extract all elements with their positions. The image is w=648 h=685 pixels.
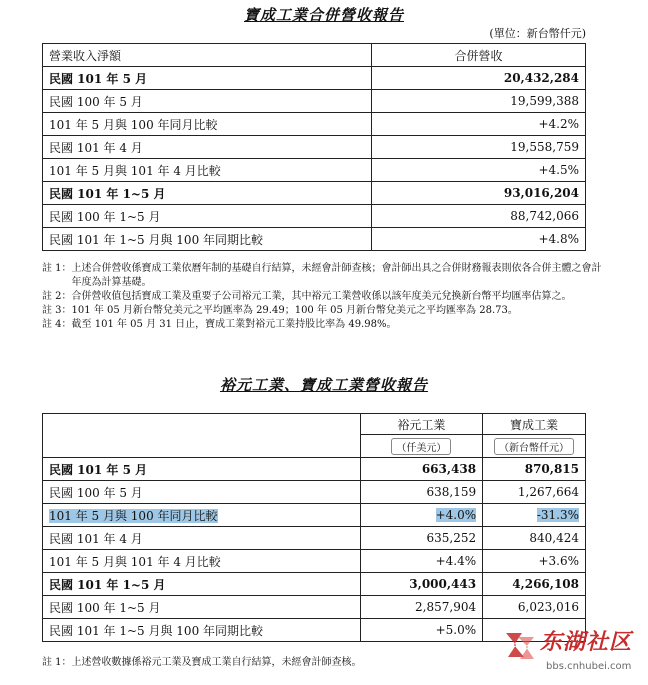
row-label: 民國 100 年 5 月: [43, 90, 372, 113]
col1-unit-label: （仟美元）: [391, 438, 451, 455]
selected-text[interactable]: +4.0%: [435, 508, 477, 522]
row-value-pouchen: 1,267,664: [483, 481, 586, 504]
row-value: +4.2%: [372, 113, 586, 136]
row-value-yueyuen: 663,438: [360, 458, 482, 481]
report1-notes: [42, 262, 602, 332]
row-label: 民國 101 年 5 月: [43, 458, 361, 481]
row-label: 民國 101 年 4 月: [43, 527, 361, 550]
watermark: [502, 625, 642, 681]
table-row-selected: [43, 504, 586, 527]
row-label: 民國 101 年 1~5 月與 100 年同期比較: [43, 228, 372, 251]
note-label: 註 1：: [42, 263, 72, 274]
note-text: 合併營收值包括寶成工業及重要子公司裕元工業，其中裕元工業營收係以該年度美元兌換新台幣平均匯率估算之。: [71, 291, 572, 302]
row-value: +4.8%: [372, 228, 586, 251]
table-row: [43, 90, 586, 113]
table-row: [43, 596, 586, 619]
row-value: 93,016,204: [372, 182, 586, 205]
row-label: [43, 504, 361, 527]
report1-unit: (單位：新台幣仟元): [489, 27, 586, 40]
row-value: 88,742,066: [372, 205, 586, 228]
table-row: [43, 481, 586, 504]
header-label: 營業收入淨額: [43, 44, 372, 67]
selected-text[interactable]: -31.3%: [536, 508, 579, 522]
report2-title: 裕元工業、寶成工業營收報告: [219, 376, 428, 394]
note-label: 註 2：: [42, 291, 72, 302]
table-row: [43, 550, 586, 573]
note: [42, 262, 602, 290]
table-row: [43, 113, 586, 136]
selected-text[interactable]: 101 年 5 月與 100 年同月比較: [49, 508, 218, 523]
row-label: 101 年 5 月與 101 年 4 月比較: [43, 159, 372, 182]
table-row: [43, 159, 586, 182]
watermark-logo-icon: [502, 627, 538, 663]
col2-unit-label: （新台幣仟元）: [494, 438, 574, 455]
row-label: 民國 100 年 1~5 月: [43, 205, 372, 228]
note-label: 註 3：: [42, 305, 72, 316]
table-row: [43, 527, 586, 550]
row-label: 民國 100 年 1~5 月: [43, 596, 361, 619]
note: [42, 304, 602, 318]
row-value-pouchen: 840,424: [483, 527, 586, 550]
row-value: 19,599,388: [372, 90, 586, 113]
row-value: +4.5%: [372, 159, 586, 182]
report1-table: [42, 43, 586, 251]
row-value-pouchen: [483, 504, 586, 527]
row-value-pouchen: 4,266,108: [483, 573, 586, 596]
row-value-yueyuen: 3,000,443: [360, 573, 482, 596]
watermark-url: bbs.cnhubei.com: [546, 661, 632, 672]
row-label: 101 年 5 月與 101 年 4 月比較: [43, 550, 361, 573]
table-row: [43, 136, 586, 159]
note-text: 上述合併營收係寶成工業依曆年制的基礎自行結算，未經會計師查核；會計師出具之合併財務報表則依各合併主體之會計年度為計算基礎。: [71, 263, 602, 288]
note-label: 註 1：: [42, 657, 72, 668]
note-text: 101 年 05 月新台幣兌美元之平均匯率為 29.49；100 年 05 月新台幣兌美元之平均匯率為 28.73。: [71, 305, 518, 316]
header-blank: [43, 414, 361, 458]
row-value-yueyuen: +4.4%: [360, 550, 482, 573]
header-col1: 裕元工業: [360, 414, 482, 435]
row-value-pouchen: 6,023,016: [483, 596, 586, 619]
row-value-yueyuen: +5.0%: [360, 619, 482, 642]
row-label: 民國 101 年 4 月: [43, 136, 372, 159]
table-row: [43, 67, 586, 90]
note: [42, 290, 602, 304]
row-label: 民國 101 年 1~5 月與 100 年同期比較: [43, 619, 361, 642]
col2-unit: [483, 435, 586, 458]
watermark-text: 东湖社区: [540, 630, 633, 655]
table-row: [43, 228, 586, 251]
row-value: 19,558,759: [372, 136, 586, 159]
row-label: 民國 101 年 5 月: [43, 67, 372, 90]
table-row: [43, 205, 586, 228]
row-label: 101 年 5 月與 100 年同月比較: [43, 113, 372, 136]
note-label: 註 4：: [42, 319, 72, 330]
row-label: 民國 101 年 1~5 月: [43, 182, 372, 205]
table-header-row: [43, 414, 586, 435]
row-value-yueyuen: 2,857,904: [360, 596, 482, 619]
row-label: 民國 101 年 1~5 月: [43, 573, 361, 596]
table-row: [43, 182, 586, 205]
note: [42, 318, 602, 332]
header-value: 合併營收: [372, 44, 586, 67]
row-value: 20,432,284: [372, 67, 586, 90]
col1-unit: [360, 435, 482, 458]
report1-title: 寶成工業合併營收報告: [243, 6, 404, 24]
row-value-yueyuen: [360, 504, 482, 527]
note-text: 截至 101 年 05 月 31 日止，寶成工業對裕元工業持股比率為 49.98%。: [71, 319, 397, 330]
report2-table: [42, 413, 586, 642]
table-row: [43, 458, 586, 481]
table-row: [43, 573, 586, 596]
row-value-yueyuen: 635,252: [360, 527, 482, 550]
table-header-row: [43, 44, 586, 67]
note-text: 上述營收數據係裕元工業及寶成工業自行結算，未經會計師查核。: [71, 657, 362, 668]
header-col2: 寶成工業: [483, 414, 586, 435]
row-value-pouchen: +3.6%: [483, 550, 586, 573]
row-label: 民國 100 年 5 月: [43, 481, 361, 504]
row-value-pouchen: 870,815: [483, 458, 586, 481]
row-value-yueyuen: 638,159: [360, 481, 482, 504]
